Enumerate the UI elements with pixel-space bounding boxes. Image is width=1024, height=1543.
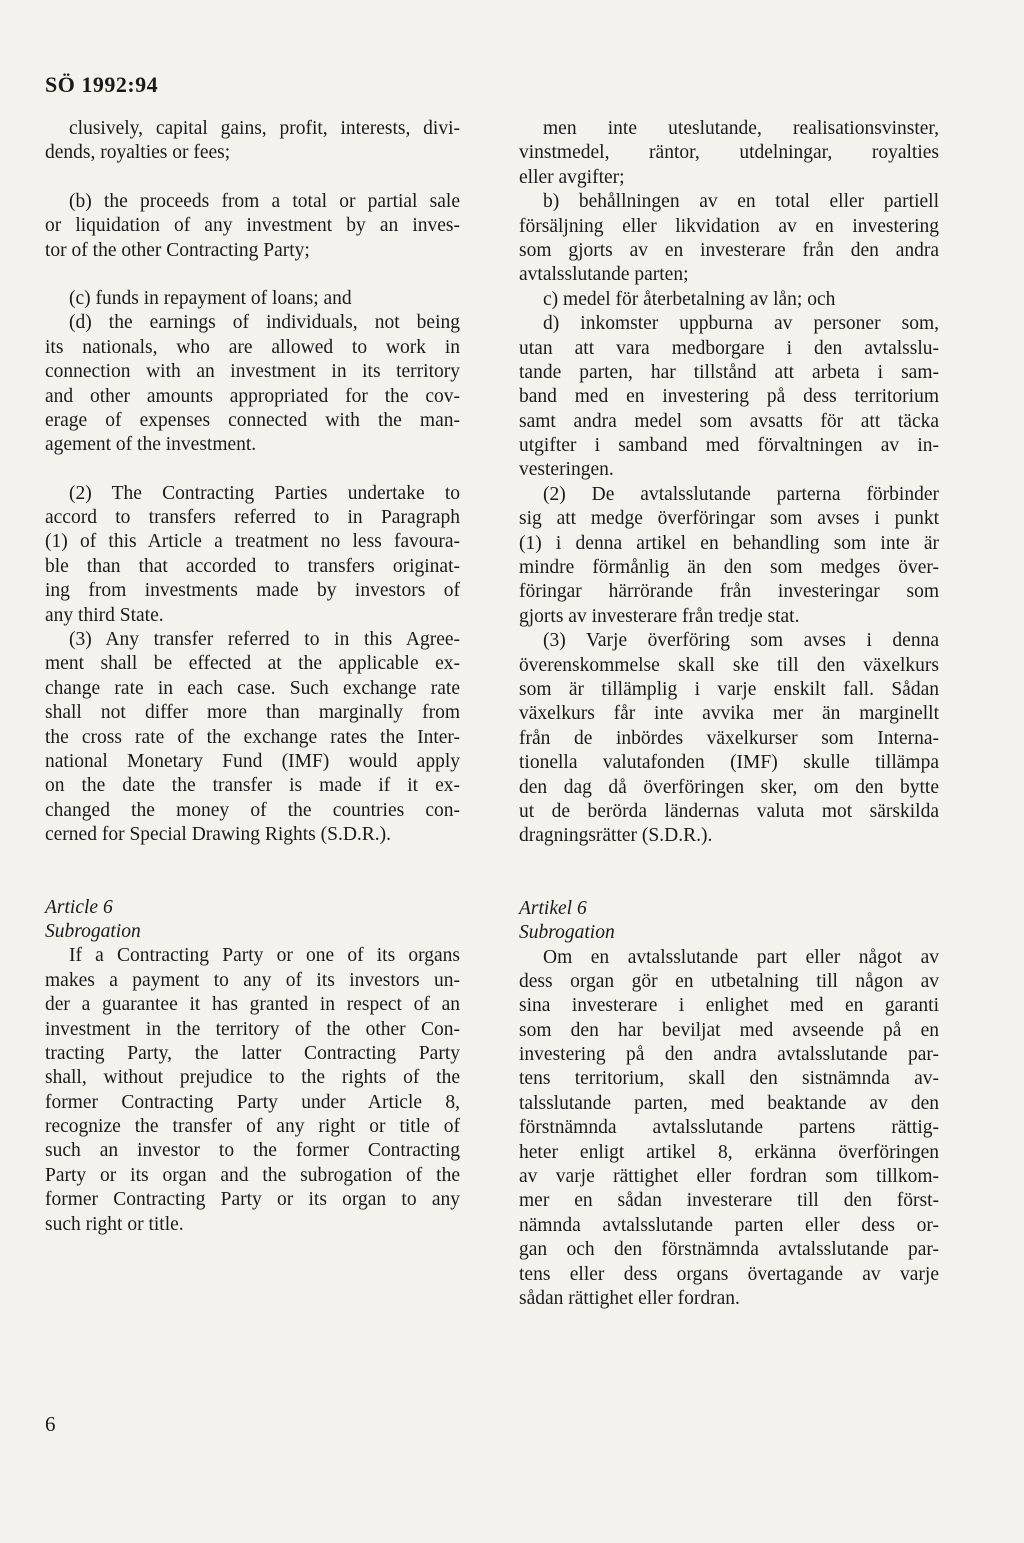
text-line: vinstmedel, räntor, utdelningar, royalties (519, 142, 939, 164)
text-line: its nationals, who are allowed to work in (45, 336, 460, 358)
para-d (45, 311, 460, 457)
text-line: change rate in each case. Such exchange rate (45, 677, 460, 699)
text-line: utan att vara medborgare i den avtalsslu- (519, 337, 939, 359)
para-3 (519, 629, 939, 849)
text-line: talsslutande parten, med beaktande av den (519, 1092, 939, 1114)
text-line: and other amounts appropriated for the cov- (45, 385, 460, 407)
text-line: band med en investering på dess territorium (519, 386, 939, 408)
text-line: som är tillämplig i varje enskilt fall. Sådan (519, 678, 939, 700)
text-line: (3) Any transfer referred to in this Agree- (69, 629, 460, 651)
para-b (45, 190, 460, 263)
text-line: mindre förmånlig än den som medges över- (519, 557, 939, 579)
text-line: av varje rättighet eller fordran som tillkom- (519, 1166, 939, 1188)
text-line: d) inkomster uppburna av personer som, (543, 313, 939, 335)
text-line: avtalsslutande parten; (519, 264, 689, 286)
text-line: Party or its organ and the subrogation of the (45, 1164, 460, 1186)
text-line: dess organ gör en utbetalning till någon av (519, 970, 939, 992)
text-line: such right or title. (45, 1213, 184, 1235)
article-title: Subrogation (45, 920, 141, 942)
para-3 (45, 628, 460, 848)
text-line: tens territorium, skall den sistnämnda av- (519, 1068, 939, 1090)
text-line: sina investerare i enlighet med en garanti (519, 995, 939, 1017)
para-d (519, 312, 939, 483)
text-line: utgifter i samband med förvaltningen av in- (519, 435, 939, 457)
text-line: (1) of this Article a treatment no less favoura- (45, 531, 460, 553)
text-line: tracting Party, the latter Contracting Party (45, 1042, 460, 1064)
text-line: dragningsrätter (S.D.R.). (519, 825, 713, 847)
text-line: former Contracting Party or its organ to any (45, 1189, 460, 1211)
article-title: Subrogation (519, 922, 615, 944)
para-b (519, 190, 939, 288)
text-line: makes a payment to any of its investors un- (45, 969, 460, 991)
document-reference: SÖ 1992:94 (45, 72, 159, 97)
text-line: national Monetary Fund (IMF) would apply (45, 750, 460, 772)
article-heading: Article 6 (45, 896, 113, 918)
text-line: sig att medge överföringar som avses i punkt (519, 508, 939, 530)
text-line: (c) funds in repayment of loans; and (69, 287, 352, 309)
text-line: erage of expenses connected with the man- (45, 409, 460, 431)
text-line: som den har beviljat med avseende på en (519, 1019, 939, 1041)
text-line: sådan rättighet eller fordran. (519, 1287, 740, 1309)
text-line: tor of the other Contracting Party; (45, 239, 310, 261)
english-column (45, 117, 460, 1237)
text-line: (2) The Contracting Parties undertake to (69, 482, 460, 504)
text-line: eller avgifter; (519, 166, 625, 188)
text-line: heter enligt artikel 8, erkänna överföringen (519, 1141, 939, 1163)
para-continuation (45, 117, 460, 166)
text-line: b) behållningen av en total eller partiell (543, 191, 939, 213)
text-line: (b) the proceeds from a total or partial sale (69, 190, 460, 212)
text-line: any third State. (45, 604, 164, 626)
text-line: tionella valutafonden (IMF) skulle tillämpa (519, 752, 939, 774)
text-line: agement of the investment. (45, 434, 257, 456)
text-line: (3) Varje överföring som avses i denna (543, 630, 939, 652)
text-line: connection with an investment in its territory (45, 361, 460, 383)
text-line: If a Contracting Party or one of its organs (69, 945, 460, 967)
text-line: or liquidation of any investment by an inves- (45, 215, 460, 237)
text-line: som gjorts av en investerare från den andra (519, 239, 939, 261)
text-line: dends, royalties or fees; (45, 142, 231, 164)
text-line: (2) De avtalsslutande parterna förbinder (543, 483, 939, 505)
para-article-6 (519, 946, 939, 1312)
text-line: Om en avtalsslutande part eller något av (543, 946, 939, 968)
text-line: ut de berörda ländernas valuta mot särskilda (519, 800, 939, 822)
text-line: investment in the territory of the other Con- (45, 1018, 460, 1040)
text-line: samt andra medel som avsatts för att täcka (519, 410, 939, 432)
text-line: mer en sådan investerare till den först- (519, 1190, 939, 1212)
text-line: från de inbördes växelkurser som Interna- (519, 727, 939, 749)
text-line: (d) the earnings of individuals, not being (69, 312, 460, 334)
article-heading: Artikel 6 (519, 897, 587, 919)
text-line: ment shall be effected at the applicable ex- (45, 653, 460, 675)
text-line: föringar härrörande från investeringar som (519, 581, 939, 603)
text-line: ing from investments made by investors of (45, 580, 460, 602)
text-line: tande parten, har tillstånd att arbeta i sam- (519, 361, 939, 383)
para-c (519, 288, 939, 312)
text-line: den dag då överföringen sker, om den bytte (519, 776, 939, 798)
text-line: överenskommelse skall ske till den växelkurs (519, 654, 939, 676)
para-2 (519, 483, 939, 629)
swedish-column (519, 117, 939, 1311)
para-2 (45, 482, 460, 628)
text-line: such an investor to the former Contracting (45, 1140, 460, 1162)
text-line: gjorts av investerare från tredje stat. (519, 605, 800, 627)
text-line: gan och den förstnämnda avtalsslutande par- (519, 1239, 939, 1261)
text-line: tens eller dess organs övertagande av varje (519, 1263, 939, 1285)
text-line: investering på den andra avtalsslutande par- (519, 1044, 939, 1066)
text-line: clusively, capital gains, profit, interests, divi- (69, 118, 460, 139)
para-c (45, 287, 460, 311)
text-line: accord to transfers referred to in Paragraph (45, 507, 460, 529)
text-line: former Contracting Party under Article 8, (45, 1091, 460, 1113)
text-line: vesteringen. (519, 459, 614, 481)
para-continuation (519, 117, 939, 190)
text-line: on the date the transfer is made if it ex- (45, 775, 460, 797)
text-line: förstnämnda avtalsslutande partens rättig- (519, 1117, 939, 1139)
text-line: (1) i denna artikel en behandling som inte är (519, 532, 939, 554)
text-line: men inte uteslutande, realisationsvinster, (543, 118, 939, 139)
page-number: 6 (45, 1412, 56, 1436)
text-line: shall, without prejudice to the rights of the (45, 1067, 460, 1089)
para-article-6 (45, 944, 460, 1237)
text-line: recognize the transfer of any right or title of (45, 1116, 460, 1138)
text-line: nämnda avtalsslutande parten eller dess or- (519, 1214, 939, 1236)
text-line: der a guarantee it has granted in respect of an (45, 994, 460, 1016)
text-line: c) medel för återbetalning av lån; och (543, 288, 836, 310)
text-line: försäljning eller likvidation av en investering (519, 215, 939, 237)
text-line: cerned for Special Drawing Rights (S.D.R.). (45, 824, 392, 846)
text-line: ble than that accorded to transfers originat- (45, 555, 460, 577)
text-line: shall not differ more than marginally from (45, 702, 460, 724)
text-line: changed the money of the countries con- (45, 799, 460, 821)
text-line: växelkurs får inte avvika mer än marginellt (519, 703, 939, 725)
text-line: the cross rate of the exchange rates the Inter- (45, 726, 460, 748)
